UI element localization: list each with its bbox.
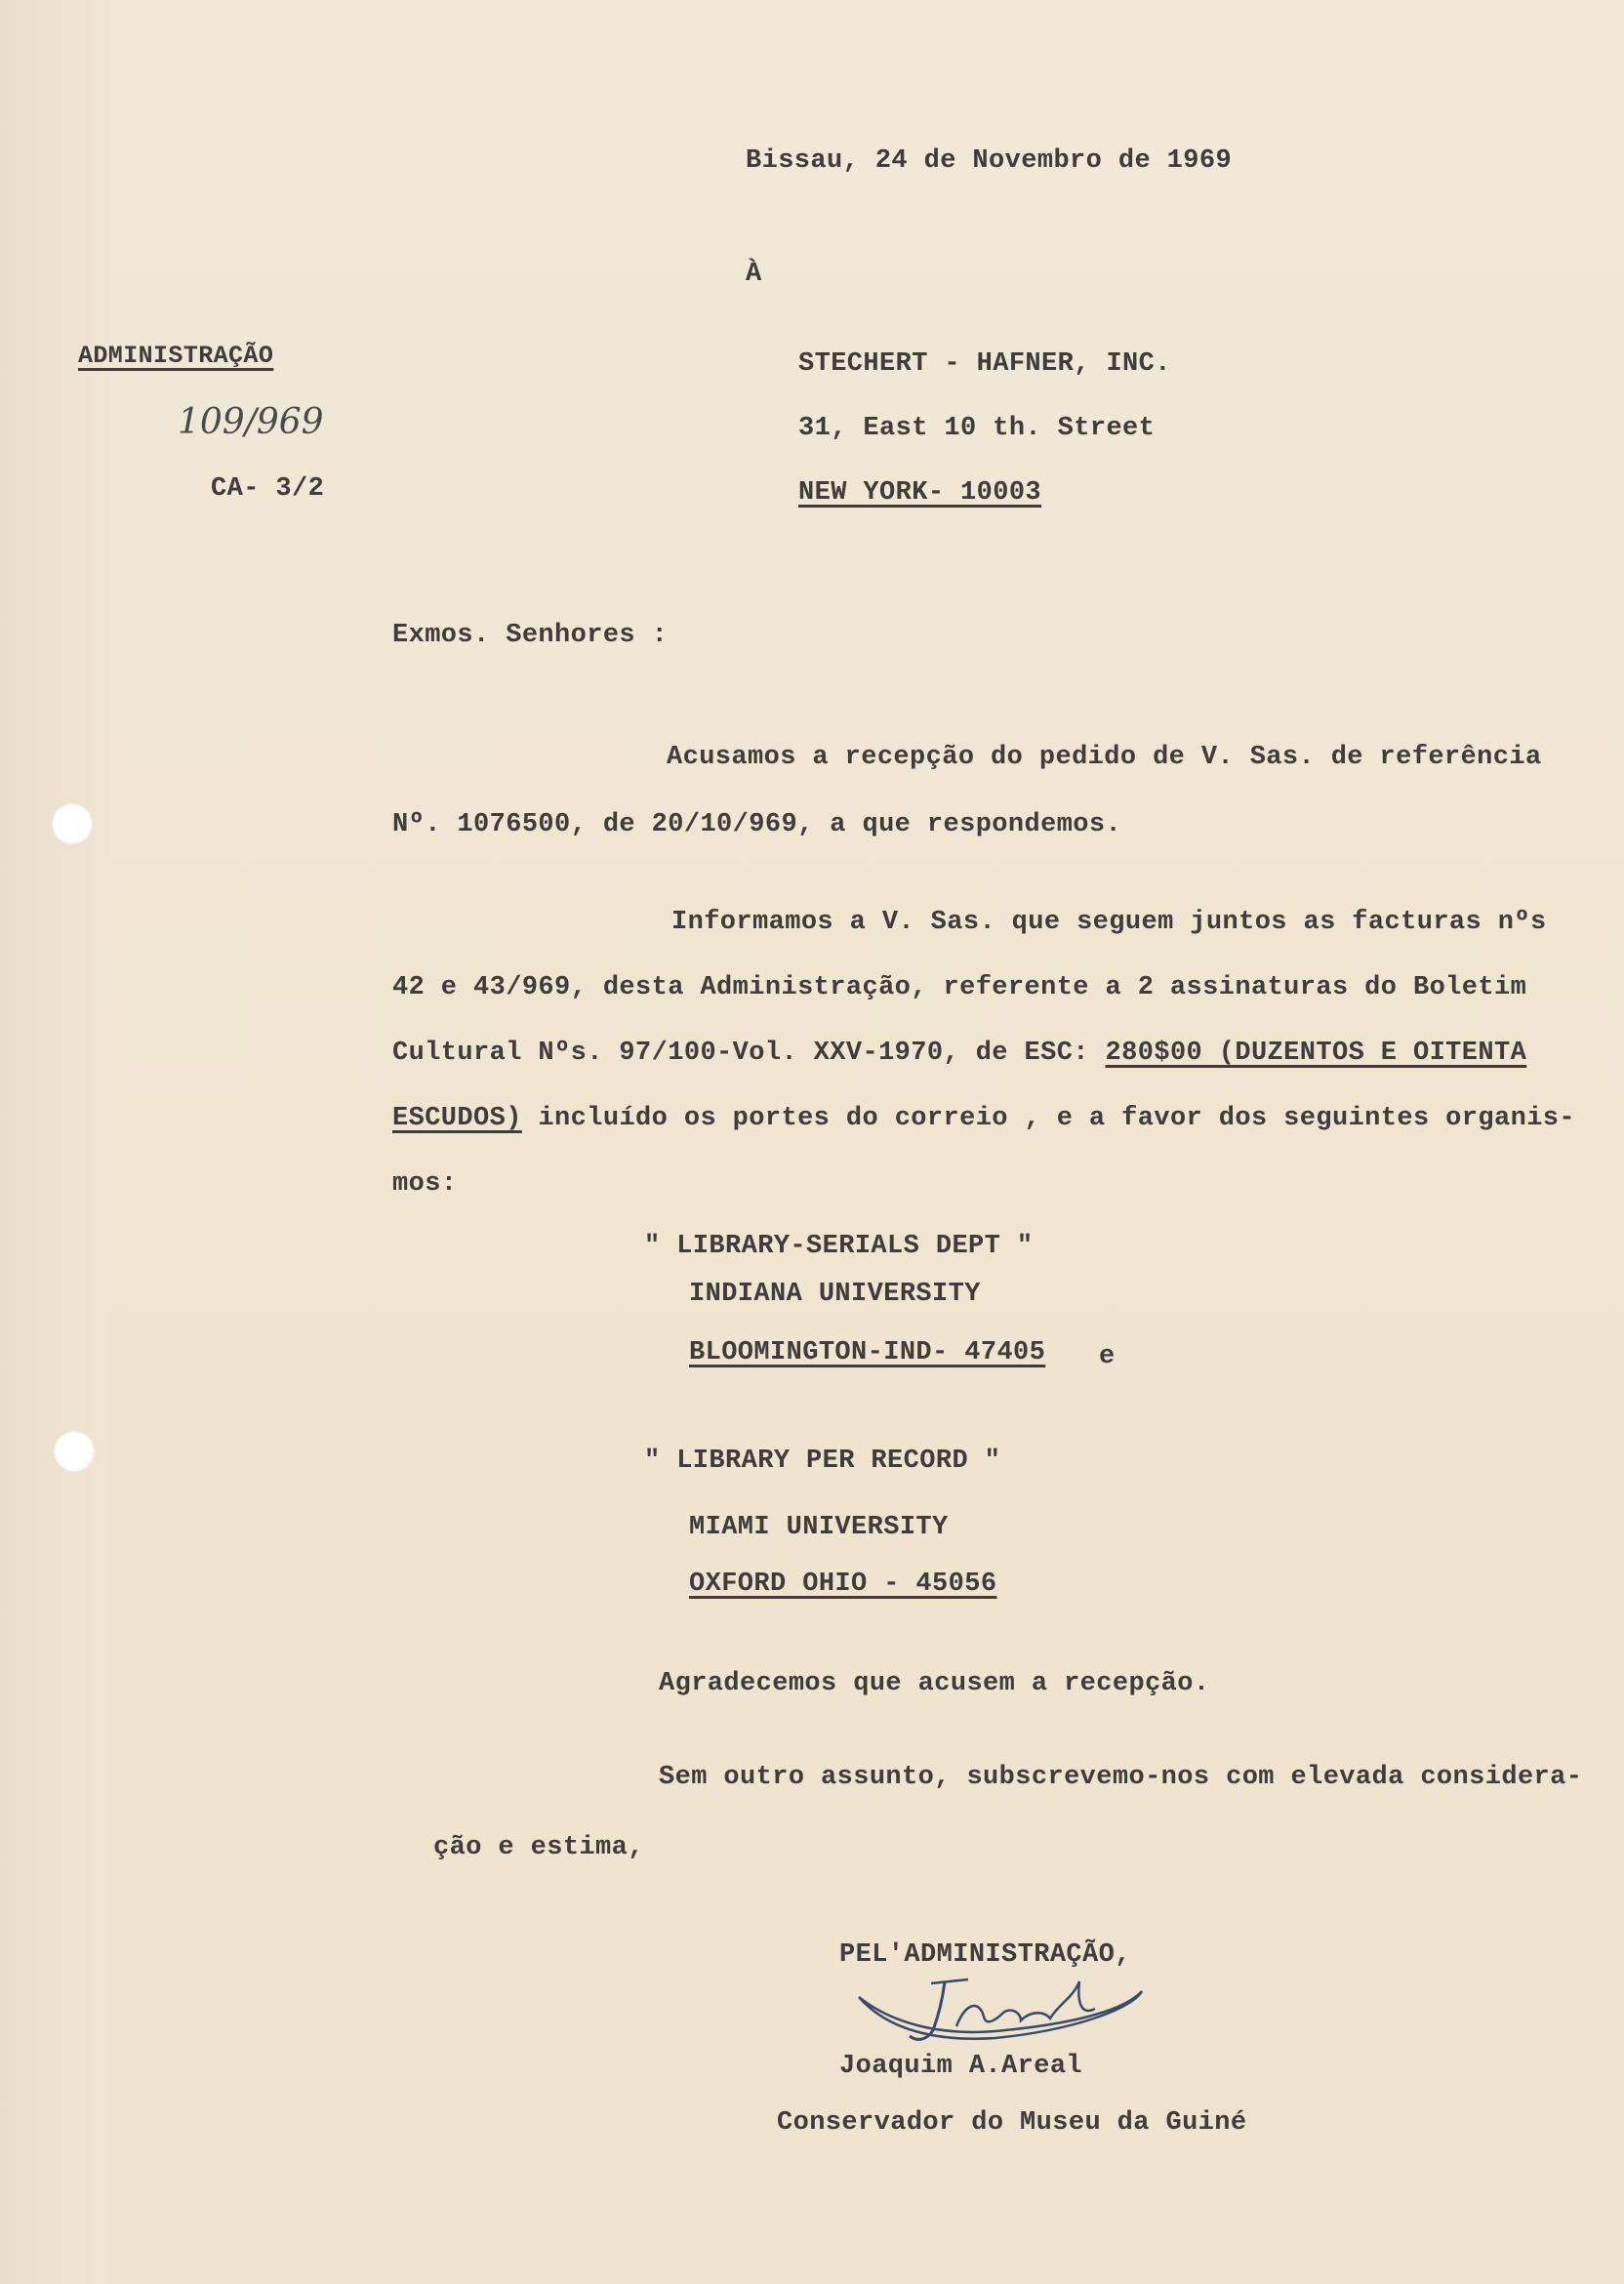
paragraph2-line3 — [392, 1040, 1526, 1067]
recipient-street: 31, East 10 th. Street — [798, 414, 1156, 443]
paragraph2-line2: 42 e 43/969, desta Administração, referente a 2 assinaturas do Boletim — [392, 973, 1527, 1002]
signatory-title: Conservador do Museu da Guiné — [777, 2108, 1247, 2138]
line3-text: Cultural Nºs. 97/100-Vol. XXV-1970, de ESC: — [392, 1039, 1089, 1068]
signatory-name: Joaquim A.Areal — [839, 2052, 1083, 2081]
org1-conjunction: e — [1099, 1342, 1116, 1371]
recipient-city: NEW YORK- 10003 — [798, 478, 1042, 508]
handwritten-reference: 109/969 — [178, 402, 324, 442]
paragraph1-line1: Acusamos a recepção do pedido de V. Sas. de referência — [667, 743, 1542, 772]
org2-university: MIAMI UNIVERSITY — [689, 1513, 949, 1542]
closing-line2: ção e estima, — [433, 1833, 644, 1862]
letter-date: Bissau, 24 de Novembro de 1969 — [746, 146, 1233, 176]
punch-hole-top — [52, 803, 93, 844]
amount-text-end: ESCUDOS) — [392, 1104, 522, 1133]
file-reference: CA- 3/2 — [211, 474, 325, 504]
org1-city: BLOOMINGTON-IND- 47405 — [689, 1338, 1046, 1367]
paragraph2-line5: mos: — [392, 1169, 458, 1199]
to-marker: À — [746, 260, 762, 289]
org2-city: OXFORD OHIO - 45056 — [689, 1570, 997, 1599]
signature-by: PEL'ADMINISTRAÇÃO, — [839, 1940, 1131, 1970]
thanks-line: Agradecemos que acusem a recepção. — [659, 1669, 1210, 1698]
punch-hole-bottom — [54, 1431, 95, 1472]
paragraph2-line4 — [392, 1106, 1575, 1132]
recipient-name: STECHERT - HAFNER, INC. — [798, 349, 1171, 379]
org2-name: " LIBRARY PER RECORD " — [644, 1447, 1001, 1476]
closing-line1: Sem outro assunto, subscrevemo-nos com elevada considera- — [659, 1763, 1583, 1792]
amount-text-start: 280$00 (DUZENTOS E OITENTA — [1105, 1039, 1527, 1068]
sender-department: ADMINISTRAÇÃO — [78, 342, 274, 370]
salutation: Exmos. Senhores : — [392, 621, 669, 650]
paragraph2-line1: Informamos a V. Sas. que seguem juntos as facturas nºs — [671, 908, 1547, 937]
line4-text: incluído os portes do correio , e a favor dos seguintes organis- — [538, 1104, 1576, 1133]
paragraph1-line2: Nº. 1076500, de 20/10/969, a que respondemos. — [392, 810, 1122, 839]
org1-university: INDIANA UNIVERSITY — [689, 1280, 981, 1309]
org1-name: " LIBRARY-SERIALS DEPT " — [644, 1232, 1034, 1261]
